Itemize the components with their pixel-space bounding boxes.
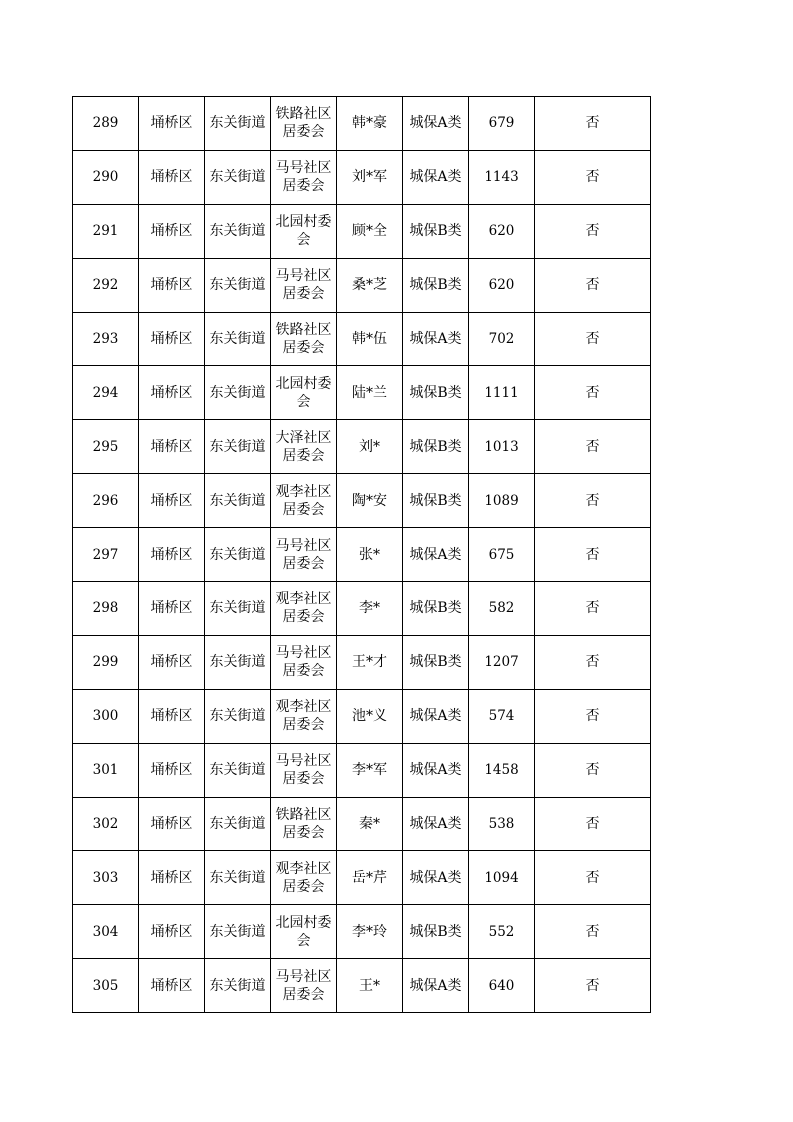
flag-cell-text: 否	[585, 277, 600, 294]
table-row	[73, 258, 651, 312]
row-number-cell	[73, 474, 139, 528]
row-number-cell	[73, 528, 139, 582]
insurance-type-cell-text: 城保B类	[409, 277, 462, 294]
amount-cell	[469, 150, 535, 204]
flag-cell-text: 否	[585, 223, 600, 240]
flag-cell	[535, 743, 651, 797]
flag-cell-text: 否	[585, 869, 600, 886]
community-cell	[271, 474, 337, 528]
street-cell	[205, 797, 271, 851]
row-number-cell	[73, 797, 139, 851]
person-name-cell-text: 李*	[359, 600, 380, 617]
community-cell	[271, 743, 337, 797]
person-name-cell-text: 刘*军	[352, 169, 387, 186]
amount-cell	[469, 635, 535, 689]
row-number-cell-text: 299	[92, 654, 119, 671]
district-cell-text: 埇桥区	[150, 869, 193, 886]
district-cell-text: 埇桥区	[150, 816, 193, 833]
table-row	[73, 743, 651, 797]
insurance-type-cell	[403, 204, 469, 258]
street-cell-text: 东关街道	[209, 223, 266, 240]
table-row	[73, 797, 651, 851]
insurance-type-cell-text: 城保A类	[409, 546, 462, 563]
amount-cell	[469, 97, 535, 151]
street-cell-text: 东关街道	[209, 762, 266, 779]
district-cell-text: 埇桥区	[150, 546, 193, 563]
district-cell	[139, 689, 205, 743]
flag-cell-text: 否	[585, 115, 600, 132]
community-cell	[271, 528, 337, 582]
flag-cell-text: 否	[585, 546, 600, 563]
flag-cell-text: 否	[585, 169, 600, 186]
flag-cell	[535, 474, 651, 528]
roster-table-body	[73, 97, 651, 1013]
street-cell-text: 东关街道	[209, 331, 266, 347]
district-cell	[139, 582, 205, 636]
community-cell	[271, 582, 337, 636]
insurance-type-cell-text: 城保B类	[409, 438, 462, 455]
person-name-cell	[337, 582, 403, 636]
flag-cell	[535, 97, 651, 151]
amount-cell	[469, 312, 535, 366]
community-cell	[271, 420, 337, 474]
community-cell-text: 马号社区居委会	[275, 645, 332, 680]
insurance-type-cell	[403, 528, 469, 582]
street-cell	[205, 528, 271, 582]
street-cell-text: 东关街道	[209, 816, 266, 833]
flag-cell	[535, 905, 651, 959]
community-cell	[271, 366, 337, 420]
amount-cell-text: 675	[488, 546, 515, 563]
person-name-cell	[337, 528, 403, 582]
person-name-cell-text: 池*义	[352, 708, 387, 725]
street-cell-text: 东关街道	[209, 708, 266, 725]
district-cell	[139, 528, 205, 582]
person-name-cell-text: 李*军	[352, 762, 387, 779]
community-cell-text: 马号社区居委会	[275, 968, 332, 1003]
insurance-type-cell-text: 城保A类	[409, 331, 462, 347]
community-cell-text: 观李社区居委会	[275, 591, 332, 626]
amount-cell-text: 640	[488, 977, 515, 994]
flag-cell	[535, 204, 651, 258]
flag-cell-text: 否	[585, 923, 600, 940]
insurance-type-cell	[403, 743, 469, 797]
community-cell-text: 马号社区居委会	[275, 537, 332, 572]
district-cell	[139, 474, 205, 528]
person-name-cell	[337, 905, 403, 959]
row-number-cell	[73, 366, 139, 420]
amount-cell-text: 538	[488, 816, 515, 833]
flag-cell	[535, 635, 651, 689]
street-cell	[205, 474, 271, 528]
row-number-cell-text: 295	[92, 438, 119, 455]
district-cell	[139, 743, 205, 797]
flag-cell	[535, 528, 651, 582]
amount-cell	[469, 905, 535, 959]
district-cell-text: 埇桥区	[150, 600, 193, 617]
district-cell	[139, 959, 205, 1013]
insurance-type-cell	[403, 150, 469, 204]
street-cell-text: 东关街道	[209, 438, 266, 455]
district-cell	[139, 635, 205, 689]
community-cell	[271, 258, 337, 312]
flag-cell-text: 否	[585, 654, 600, 671]
flag-cell	[535, 959, 651, 1013]
community-cell	[271, 150, 337, 204]
street-cell	[205, 258, 271, 312]
community-cell-text: 观李社区居委会	[275, 699, 332, 734]
street-cell	[205, 743, 271, 797]
district-cell	[139, 905, 205, 959]
roster-table	[72, 96, 651, 1013]
community-cell-text: 铁路社区居委会	[275, 322, 332, 356]
community-cell-text: 北园村委会	[275, 214, 332, 249]
district-cell	[139, 97, 205, 151]
community-cell	[271, 689, 337, 743]
district-cell	[139, 150, 205, 204]
person-name-cell	[337, 689, 403, 743]
street-cell	[205, 97, 271, 151]
person-name-cell	[337, 204, 403, 258]
flag-cell-text: 否	[585, 438, 600, 455]
person-name-cell-text: 陶*安	[352, 492, 387, 509]
street-cell-text: 东关街道	[209, 384, 266, 401]
row-number-cell	[73, 635, 139, 689]
insurance-type-cell-text: 城保B类	[409, 600, 462, 617]
community-cell	[271, 204, 337, 258]
district-cell-text: 埇桥区	[150, 708, 193, 725]
row-number-cell	[73, 150, 139, 204]
person-name-cell-text: 陆*兰	[352, 384, 387, 401]
flag-cell-text: 否	[585, 331, 600, 347]
row-number-cell-text: 302	[92, 816, 119, 833]
flag-cell	[535, 312, 651, 366]
insurance-type-cell	[403, 851, 469, 905]
community-cell	[271, 312, 337, 366]
row-number-cell-text: 297	[92, 546, 119, 563]
row-number-cell	[73, 582, 139, 636]
person-name-cell	[337, 150, 403, 204]
table-row	[73, 204, 651, 258]
insurance-type-cell-text: 城保A类	[409, 816, 462, 833]
community-cell-text: 北园村委会	[275, 914, 332, 949]
insurance-type-cell	[403, 905, 469, 959]
row-number-cell	[73, 312, 139, 366]
street-cell	[205, 689, 271, 743]
amount-cell-text: 1013	[484, 438, 519, 455]
amount-cell	[469, 258, 535, 312]
district-cell	[139, 851, 205, 905]
row-number-cell-text: 293	[92, 331, 119, 347]
insurance-type-cell-text: 城保A类	[409, 977, 462, 994]
row-number-cell	[73, 689, 139, 743]
person-name-cell-text: 刘*	[359, 438, 380, 455]
flag-cell	[535, 851, 651, 905]
amount-cell-text: 1111	[484, 384, 519, 401]
row-number-cell-text: 298	[92, 600, 119, 617]
person-name-cell	[337, 851, 403, 905]
community-cell	[271, 959, 337, 1013]
row-number-cell	[73, 743, 139, 797]
amount-cell	[469, 420, 535, 474]
person-name-cell-text: 秦*	[359, 816, 380, 833]
community-cell	[271, 797, 337, 851]
row-number-cell-text: 289	[92, 115, 119, 132]
street-cell-text: 东关街道	[209, 492, 266, 509]
person-name-cell-text: 韩*伍	[352, 331, 387, 347]
amount-cell-text: 1094	[484, 869, 519, 886]
amount-cell	[469, 204, 535, 258]
district-cell-text: 埇桥区	[150, 169, 193, 186]
person-name-cell	[337, 420, 403, 474]
person-name-cell-text: 顾*全	[352, 223, 387, 240]
district-cell	[139, 366, 205, 420]
district-cell-text: 埇桥区	[150, 762, 193, 779]
street-cell	[205, 635, 271, 689]
insurance-type-cell	[403, 635, 469, 689]
insurance-type-cell	[403, 312, 469, 366]
insurance-type-cell-text: 城保B类	[409, 654, 462, 671]
district-cell-text: 埇桥区	[150, 331, 193, 347]
row-number-cell-text: 296	[92, 492, 119, 509]
table-row	[73, 959, 651, 1013]
street-cell	[205, 204, 271, 258]
amount-cell-text: 574	[488, 708, 515, 725]
insurance-type-cell	[403, 797, 469, 851]
flag-cell	[535, 420, 651, 474]
street-cell	[205, 582, 271, 636]
street-cell-text: 东关街道	[209, 869, 266, 886]
row-number-cell-text: 304	[92, 923, 119, 940]
street-cell-text: 东关街道	[209, 169, 266, 186]
person-name-cell	[337, 366, 403, 420]
district-cell-text: 埇桥区	[150, 115, 193, 132]
table-row	[73, 582, 651, 636]
street-cell	[205, 959, 271, 1013]
flag-cell	[535, 582, 651, 636]
row-number-cell-text: 294	[92, 384, 119, 401]
row-number-cell	[73, 97, 139, 151]
insurance-type-cell-text: 城保B类	[409, 223, 462, 240]
row-number-cell	[73, 851, 139, 905]
insurance-type-cell-text: 城保B类	[409, 492, 462, 509]
community-cell	[271, 97, 337, 151]
person-name-cell	[337, 797, 403, 851]
insurance-type-cell-text: 城保A类	[409, 708, 462, 725]
district-cell	[139, 204, 205, 258]
person-name-cell-text: 王*	[359, 977, 380, 994]
community-cell	[271, 905, 337, 959]
flag-cell-text: 否	[585, 600, 600, 617]
amount-cell	[469, 743, 535, 797]
flag-cell-text: 否	[585, 977, 600, 994]
street-cell	[205, 366, 271, 420]
person-name-cell-text: 李*玲	[352, 923, 387, 940]
flag-cell	[535, 150, 651, 204]
community-cell-text: 马号社区居委会	[275, 268, 332, 303]
person-name-cell	[337, 312, 403, 366]
amount-cell	[469, 474, 535, 528]
amount-cell	[469, 366, 535, 420]
amount-cell-text: 1207	[484, 654, 519, 671]
table-row	[73, 689, 651, 743]
insurance-type-cell-text: 城保B类	[409, 923, 462, 940]
table-row	[73, 905, 651, 959]
person-name-cell	[337, 258, 403, 312]
amount-cell	[469, 851, 535, 905]
row-number-cell-text: 290	[92, 169, 119, 186]
district-cell-text: 埇桥区	[150, 438, 193, 455]
insurance-type-cell-text: 城保A类	[409, 169, 462, 186]
community-cell	[271, 635, 337, 689]
street-cell	[205, 150, 271, 204]
table-row	[73, 474, 651, 528]
table-row	[73, 851, 651, 905]
community-cell-text: 铁路社区居委会	[275, 106, 332, 141]
street-cell	[205, 851, 271, 905]
amount-cell	[469, 689, 535, 743]
row-number-cell-text: 291	[92, 223, 119, 240]
person-name-cell	[337, 474, 403, 528]
flag-cell	[535, 258, 651, 312]
flag-cell	[535, 366, 651, 420]
insurance-type-cell	[403, 689, 469, 743]
street-cell-text: 东关街道	[209, 654, 266, 671]
amount-cell-text: 1143	[484, 169, 519, 186]
person-name-cell-text: 王*才	[352, 654, 387, 671]
table-row	[73, 366, 651, 420]
table-row	[73, 420, 651, 474]
amount-cell	[469, 582, 535, 636]
person-name-cell	[337, 635, 403, 689]
street-cell-text: 东关街道	[209, 923, 266, 940]
amount-cell	[469, 797, 535, 851]
district-cell	[139, 420, 205, 474]
community-cell-text: 马号社区居委会	[275, 160, 332, 195]
flag-cell	[535, 797, 651, 851]
insurance-type-cell-text: 城保A类	[409, 869, 462, 886]
amount-cell	[469, 959, 535, 1013]
amount-cell-text: 552	[488, 923, 515, 940]
district-cell-text: 埇桥区	[150, 492, 193, 509]
community-cell-text: 大泽社区居委会	[275, 429, 332, 464]
community-cell-text: 观李社区居委会	[275, 860, 332, 895]
table-row	[73, 312, 651, 366]
street-cell-text: 东关街道	[209, 977, 266, 994]
district-cell-text: 埇桥区	[150, 277, 193, 294]
insurance-type-cell	[403, 258, 469, 312]
row-number-cell-text: 301	[92, 762, 119, 779]
community-cell-text: 北园村委会	[275, 375, 332, 410]
insurance-type-cell	[403, 420, 469, 474]
table-row	[73, 528, 651, 582]
person-name-cell	[337, 97, 403, 151]
street-cell	[205, 420, 271, 474]
row-number-cell	[73, 258, 139, 312]
insurance-type-cell-text: 城保A类	[409, 762, 462, 779]
insurance-type-cell	[403, 97, 469, 151]
person-name-cell	[337, 743, 403, 797]
street-cell-text: 东关街道	[209, 600, 266, 617]
amount-cell-text: 679	[488, 115, 515, 132]
flag-cell-text: 否	[585, 492, 600, 509]
street-cell	[205, 905, 271, 959]
insurance-type-cell-text: 城保B类	[409, 384, 462, 401]
row-number-cell-text: 303	[92, 869, 119, 886]
insurance-type-cell	[403, 366, 469, 420]
amount-cell	[469, 528, 535, 582]
community-cell-text: 铁路社区居委会	[275, 807, 332, 842]
person-name-cell-text: 桑*芝	[352, 277, 387, 294]
community-cell-text: 马号社区居委会	[275, 753, 332, 788]
amount-cell-text: 702	[488, 331, 515, 347]
street-cell-text: 东关街道	[209, 115, 266, 132]
insurance-type-cell	[403, 959, 469, 1013]
district-cell	[139, 258, 205, 312]
row-number-cell	[73, 420, 139, 474]
row-number-cell-text: 300	[92, 708, 119, 725]
insurance-type-cell	[403, 474, 469, 528]
district-cell	[139, 797, 205, 851]
row-number-cell-text: 305	[92, 977, 119, 994]
district-cell-text: 埇桥区	[150, 654, 193, 671]
person-name-cell-text: 张*	[359, 546, 380, 563]
row-number-cell	[73, 959, 139, 1013]
table-row	[73, 97, 651, 151]
amount-cell-text: 1089	[484, 492, 519, 509]
district-cell	[139, 312, 205, 366]
row-number-cell	[73, 204, 139, 258]
community-cell-text: 观李社区居委会	[275, 483, 332, 518]
district-cell-text: 埇桥区	[150, 923, 193, 940]
amount-cell-text: 1458	[484, 762, 519, 779]
amount-cell-text: 582	[488, 600, 515, 617]
person-name-cell-text: 韩*豪	[352, 115, 387, 132]
insurance-type-cell	[403, 582, 469, 636]
street-cell-text: 东关街道	[209, 277, 266, 294]
district-cell-text: 埇桥区	[150, 977, 193, 994]
amount-cell-text: 620	[488, 277, 515, 294]
insurance-type-cell-text: 城保A类	[409, 115, 462, 132]
person-name-cell	[337, 959, 403, 1013]
street-cell	[205, 312, 271, 366]
flag-cell-text: 否	[585, 708, 600, 725]
flag-cell-text: 否	[585, 384, 600, 401]
person-name-cell-text: 岳*芹	[352, 869, 387, 886]
community-cell	[271, 851, 337, 905]
street-cell-text: 东关街道	[209, 546, 266, 563]
row-number-cell-text: 292	[92, 277, 119, 294]
table-row	[73, 635, 651, 689]
district-cell-text: 埇桥区	[150, 223, 193, 240]
flag-cell-text: 否	[585, 816, 600, 833]
table-row	[73, 150, 651, 204]
district-cell-text: 埇桥区	[150, 384, 193, 401]
amount-cell-text: 620	[488, 223, 515, 240]
flag-cell-text: 否	[585, 762, 600, 779]
row-number-cell	[73, 905, 139, 959]
flag-cell	[535, 689, 651, 743]
